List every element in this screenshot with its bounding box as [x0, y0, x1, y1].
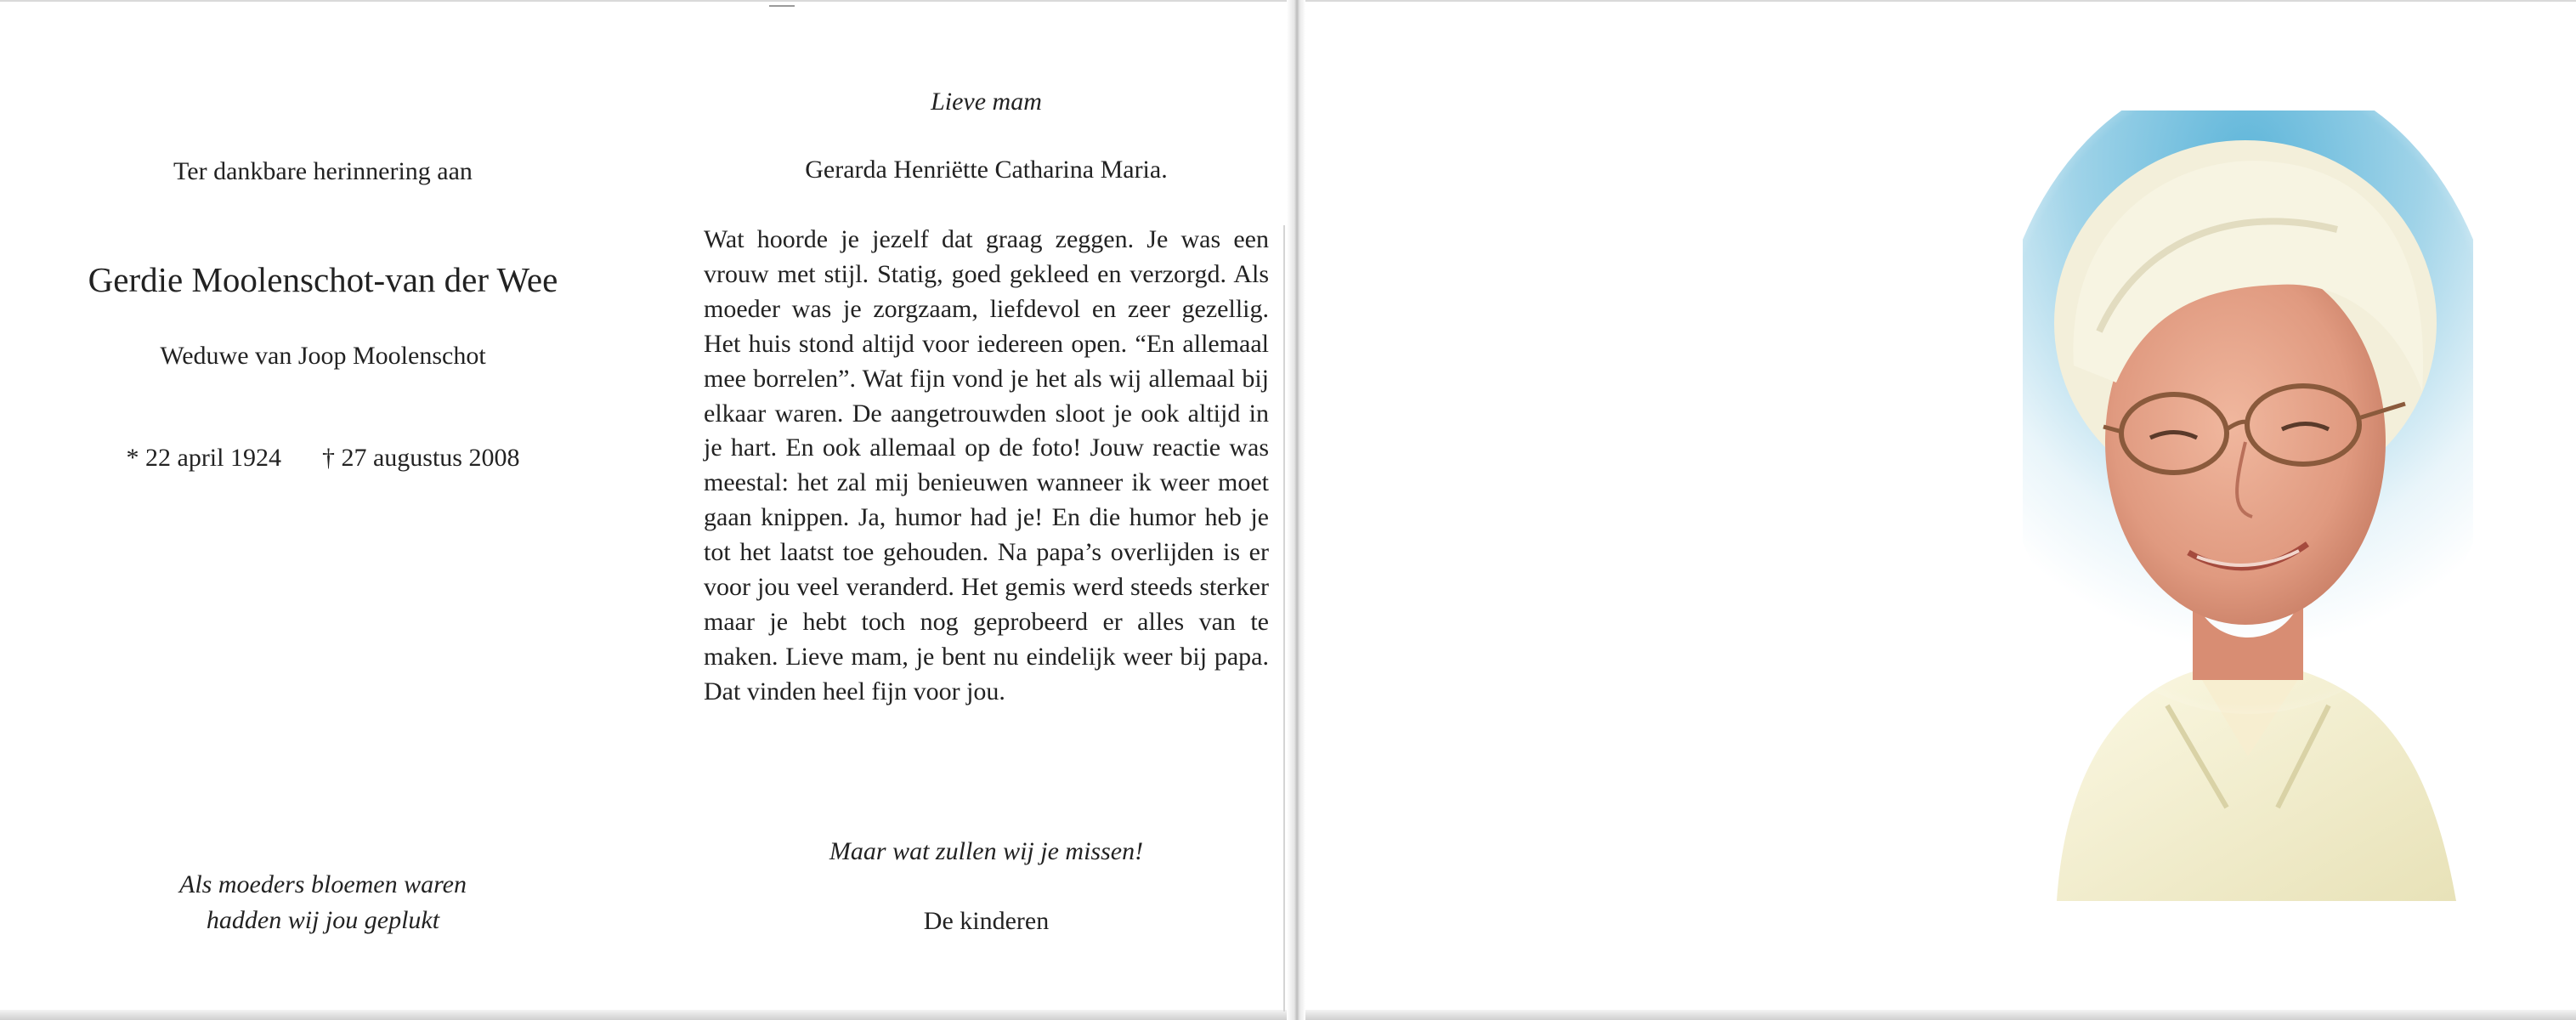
portrait-photo — [2023, 110, 2473, 901]
scan-mark — [769, 5, 795, 7]
life-dates — [34, 444, 612, 473]
poem-line-2: hadden wij jou geplukt — [206, 906, 440, 934]
dedication-text: Ter dankbare herinnering aan — [173, 157, 473, 185]
closing-line: Maar wat zullen wij je missen! — [829, 837, 1144, 865]
greeting: Lieve mam — [931, 88, 1042, 116]
deceased-name: Gerdie Moolenschot-van der Wee — [88, 260, 558, 299]
poem-line-1: Als moeders bloemen waren — [179, 870, 467, 898]
inner-fold-line — [1283, 225, 1285, 1012]
death-date: † 27 augustus 2008 — [321, 444, 520, 472]
poem — [34, 867, 612, 938]
widow-text: Weduwe van Joop Moolenschot — [160, 342, 486, 370]
signature: De kinderen — [923, 907, 1050, 935]
memorial-text: Wat hoorde je jezelf dat graag zeggen. Je was een vrouw met stijl. Statig, goed gekleed en verzorgd. Als moeder was je zorgzaam, liefdevol en zeer gezellig. Het huis stond altijd voor iedereen open. “En allemaal mee borrelen”. Wat fijn vond je het als wij allemaal bij elkaar waren. De aangetrouwden sloot je ook altijd in je hart. En ook allemaal op de foto! Jouw reactie was meestal: het zal mij benieuwen wanneer ik weer moet gaan knippen. Ja, humor had je! En die humor heb je tot het laatst toe gehouden. Na papa’s overlijden is er voor jou veel veranderd. Het gemis werd steeds sterker maar je hebt toch nog geprobeerd er alles van te maken. Lieve mam, je bent nu eindelijk weer bij papa. Dat vinden heel fijn voor jou. — [704, 225, 1269, 706]
birth-date: * 22 april 1924 — [126, 444, 281, 472]
full-name: Gerarda Henriëtte Catharina Maria. — [805, 156, 1168, 184]
card-fold — [1287, 0, 1305, 1020]
